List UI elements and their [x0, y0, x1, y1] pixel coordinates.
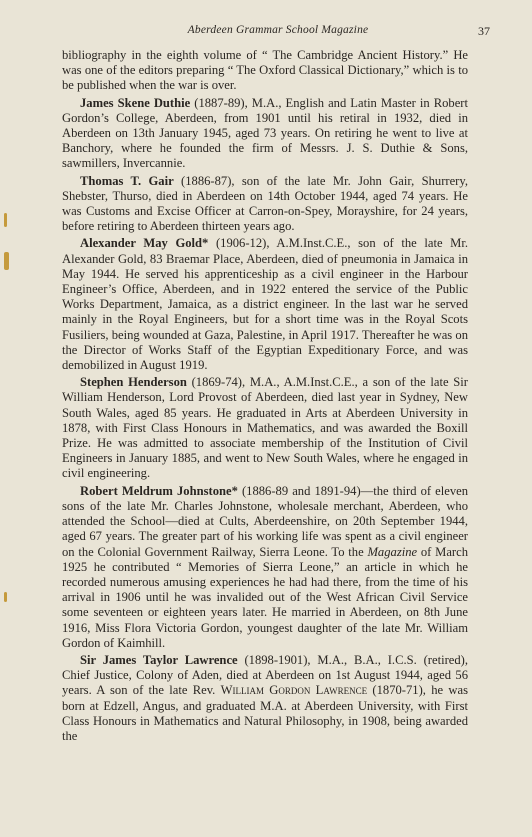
obituary-entry — [62, 375, 468, 481]
running-title: Aberdeen Grammar School Magazine — [187, 24, 369, 36]
obituary-entry — [62, 484, 468, 651]
obituary-entry — [62, 236, 468, 373]
person-name: Stephen Henderson — [80, 375, 187, 390]
page-stain — [4, 592, 7, 602]
person-name: Sir James Taylor Lawrence — [80, 652, 238, 667]
magazine-title: Magazine — [367, 544, 418, 559]
page-stain — [4, 252, 9, 270]
entry-text: (1906-12), A.M.Inst.C.E., son of the late Mr. Alexander Gold, 83 Braemar Place, Aberdeen, died of pneumonia in Jamaica in May 1944. He served his apprenticeship as a civil engineer in the Harbour Engineer’s Office, Aberdeen, and in 1922 entered the service of the Public Works Department, Jamaica, as a district engineer. In the last war he served mainly in the Royal Engineers, but for a short time was in the Royal Scots Fusiliers, being wounded at Gaza, Palestine, in April 1917. Thereafter he was on the Director of Works Staff of the Egyptian Expeditionary Force, and was demobilized in August 1919. — [62, 236, 468, 373]
entry-text: (1869-74), M.A., A.M.Inst.C.E., a son of the late Sir William Henderson, Lord Provost of Aberdeen, died last year in Sydney, New South Wales, aged 85 years. He graduated in Arts at Aberdeen University in 1878, with First Class Honours in Mathematics, and was awarded the Boxill Prize. He was admitted to associate membership of the Institution of Civil Engineers in January 1885, and went to New South Wales, where he engaged in civil engineering. — [62, 375, 468, 481]
entry-text-continued: of March 1925 he contributed “ Memories of Sierra Leone,” an article in which he recorded numerous amusing experiences he had had there, from the time of his arrival in 1906 until he was invalided out of the West African Civil Service some seventeen or eighteen years later. He married in Aberdeen, on 8th June 1916, Miss Flora Victoria Gordon, youngest daughter of the late Mr. William Gordon of Kaimhill. — [62, 544, 468, 650]
entry-text: (1898-1901), M.A., B.A., I.C.S. (retired), Chief Justice, Colony of Aden, died at Aberdeen on 1st August 1944, aged 56 years. A son of the late Rev. — [62, 652, 468, 698]
obituary-text — [62, 48, 468, 746]
obituary-entry — [62, 174, 468, 235]
entry-text-continued: (1870-71), he was born at Edzell, Angus, and graduated M.A. at Aberdeen University, with First Class Honours in Mathematics and Natural Philosophy, in 1908, being awarded the — [62, 683, 468, 743]
paragraph-continuation: bibliography in the eighth volume of “ The Cambridge Ancient History.” He was one of the editors preparing “ The Oxford Classical Dictionary,” which is to be published when the war is over. — [62, 48, 468, 93]
person-name: Thomas T. Gair — [80, 173, 174, 188]
person-name: Robert Meldrum Johnstone* — [80, 483, 238, 498]
obituary-entry — [62, 653, 468, 744]
entry-text: (1887-89), M.A., English and Latin Master in Robert Gordon’s College, Aberdeen, from 1901 until his retiral in 1932, died in Aberdeen on 13th January 1945, aged 73 years. On retiring he went to live at Banchory, where he founded the firm of Messrs. J. S. Duthie & Sons, sawmillers, Invercannie. — [62, 95, 468, 171]
person-name: Alexander May Gold* — [80, 236, 209, 251]
obituary-entry — [62, 96, 468, 172]
entry-text: (1886-89 and 1891-94)—the third of eleven sons of the late Mr. Charles Johnstone, wholesale merchant, Aberdeen, who attended the School—died at Cults, Aberdeenshire, on 20th September 1944, aged 67 years. The greater part of his working life was spent as a civil engineer on the Colonial Government Railway, Sierra Leone. To the — [62, 483, 469, 559]
page-number: 37 — [478, 24, 490, 38]
running-header — [62, 24, 494, 40]
page-stain — [4, 213, 7, 227]
father-name: William Gordon Lawrence — [220, 683, 368, 698]
entry-text: (1886-87), son of the late Mr. John Gair, Shurrery, Shebster, Thurso, died in Aberdeen on 14th October 1944, aged 74 years. He was Customs and Excise Officer at Carron-on-Spey, Morayshire, for 24 years, before retiring to Aberdeen thirteen years ago. — [62, 173, 468, 234]
person-name: James Skene Duthie — [80, 95, 191, 110]
